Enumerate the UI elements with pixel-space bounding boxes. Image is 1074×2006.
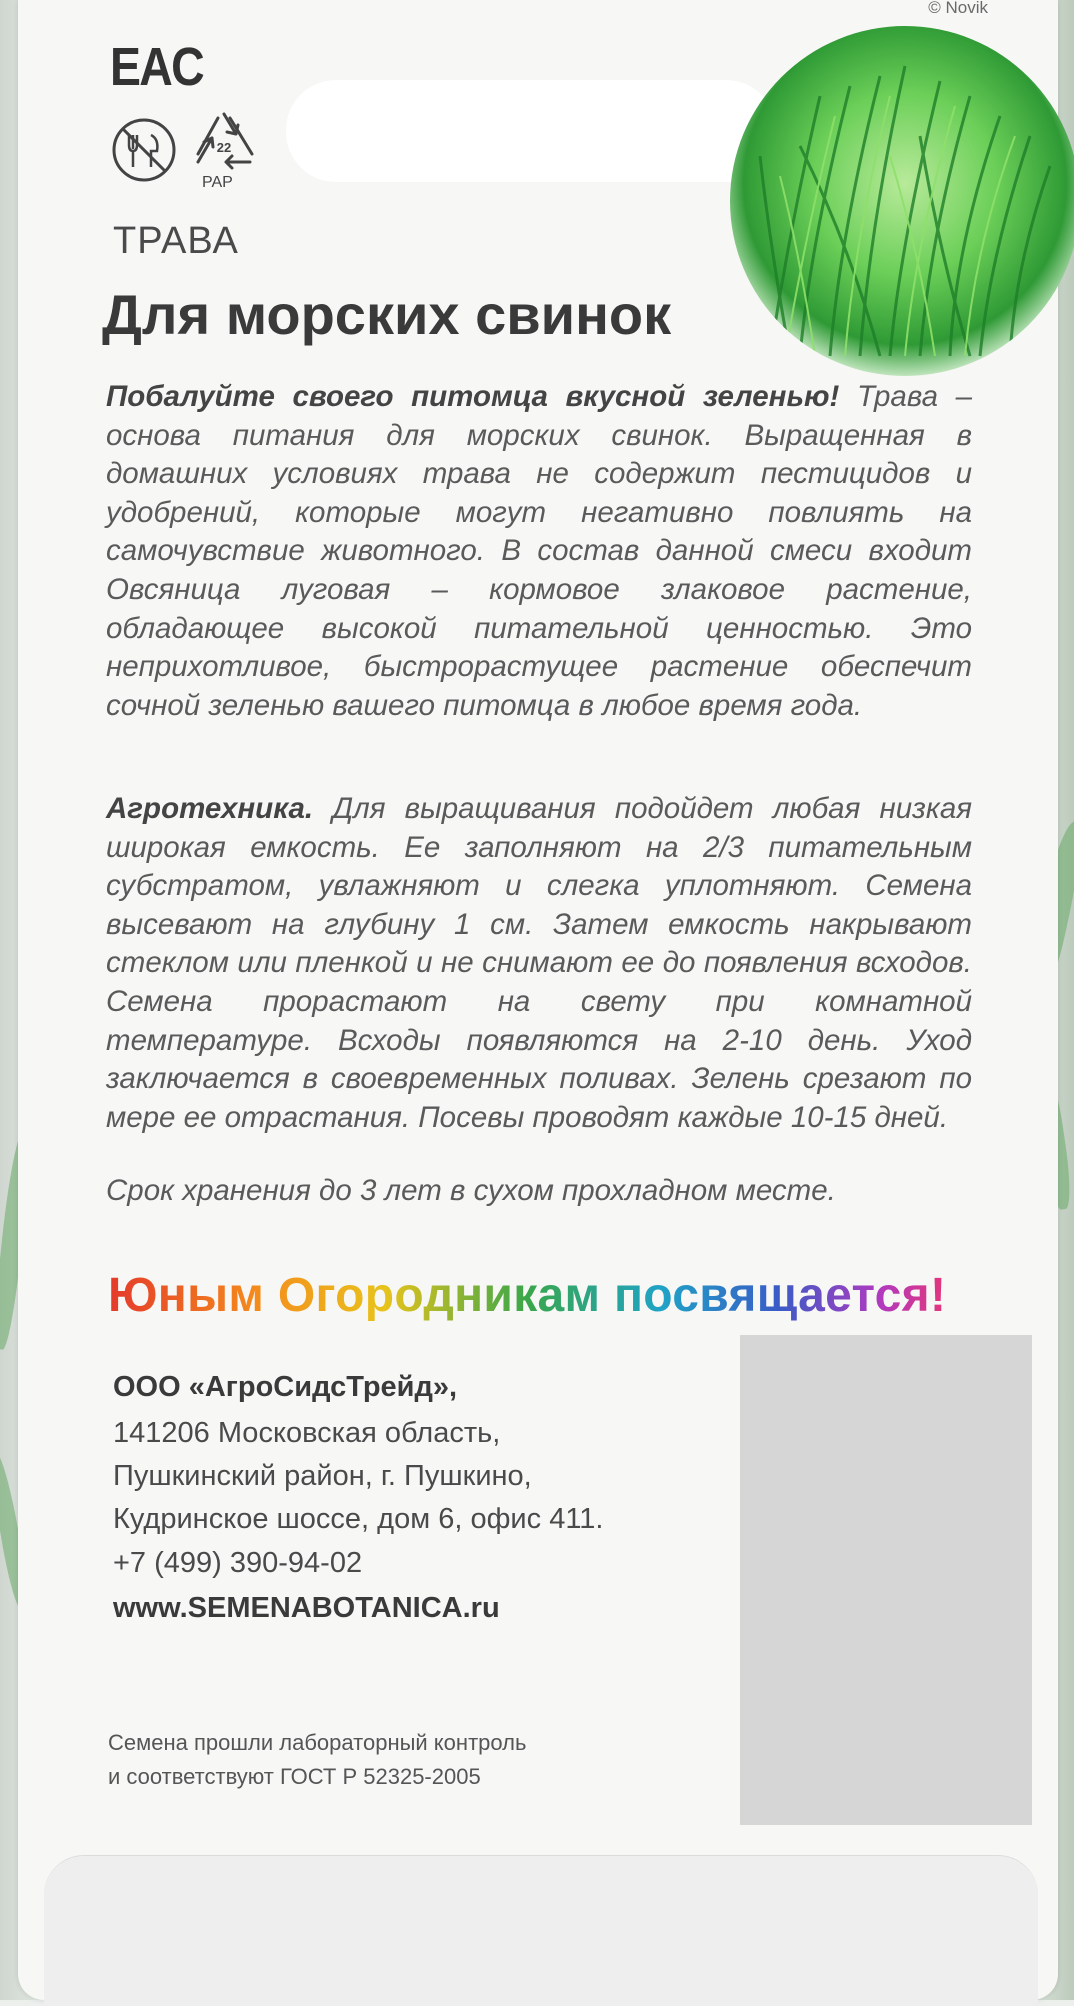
agrotech-lead: Агротехника. [106,792,314,825]
storage-note: Срок хранения до 3 лет в сухом прохладном месте. [106,1174,836,1207]
recycle-code: PAP [202,174,233,191]
product-title: Для морских свинок [102,283,672,346]
seed-packet [18,0,1058,2000]
description-paragraph [106,378,972,725]
grass-blades-illustration [730,26,1074,376]
barcode-placeholder [740,1335,1032,1825]
company-phone: +7 (499) 390-94-02 [113,1547,363,1579]
product-category: ТРАВА [113,220,239,262]
slogan: Юным Огородникам посвящается! [108,1269,947,1322]
blank-label-area [286,80,776,182]
certification-note-line: Семена прошли лабораторный контроль [108,1730,527,1755]
grass-photo [730,26,1074,376]
packet-seal-strip [44,1855,1038,2006]
company-address-line: 141206 Московская область, [113,1417,501,1449]
recycle-icon [190,110,258,174]
description-lead: Побалуйте своего питомца вкусной зеленью! [106,380,840,413]
company-website: www.SEMENABOTANICA.ru [113,1592,500,1624]
company-address-line: Кудринское шоссе, дом 6, офис 411. [113,1503,604,1535]
recycle-number: 22 [216,140,232,155]
agrotech-paragraph [106,790,972,1137]
company-address-line: Пушкинский район, г. Пушкино, [113,1460,532,1492]
description-body: Трава – основа питания для морских свинок. Выращенная в домашних условиях трава не содержит пестицидов и удобрений, которые могут негативно повлиять на самочувствие животного. В состав данной смеси входит Овсяница луговая – кормовое злаковое растение, обладающее высокой питательной ценностью. Это неприхотливое, быстрорастущее растение обеспечит сочной зеленью вашего питомца в любое время года. [106,380,972,722]
certification-note-line: и соответствуют ГОСТ Р 52325-2005 [108,1764,481,1789]
copyright-text: © Novik [928,0,988,17]
not-food-contact-icon [111,117,177,183]
company-name: ООО «АгроСидсТрейд», [113,1371,458,1403]
eac-certification-mark: EAC [110,37,203,97]
agrotech-body: Для выращивания подойдет любая низкая широкая емкость. Ее заполняют на 2/3 питательным субстратом, увлажняют и слегка уплотняют. Семена высевают на глубину 1 см. Затем емкость накрывают стеклом или пленкой и не снимают ее до появления всходов. Семена прорастают на свету при комнатной температуре. Всходы появляются на 2-10 день. Уход заключается в своевременных поливах. Зелень срезают по мере ее отрастания. Посевы проводят каждые 10-15 дней. [106,792,972,1134]
